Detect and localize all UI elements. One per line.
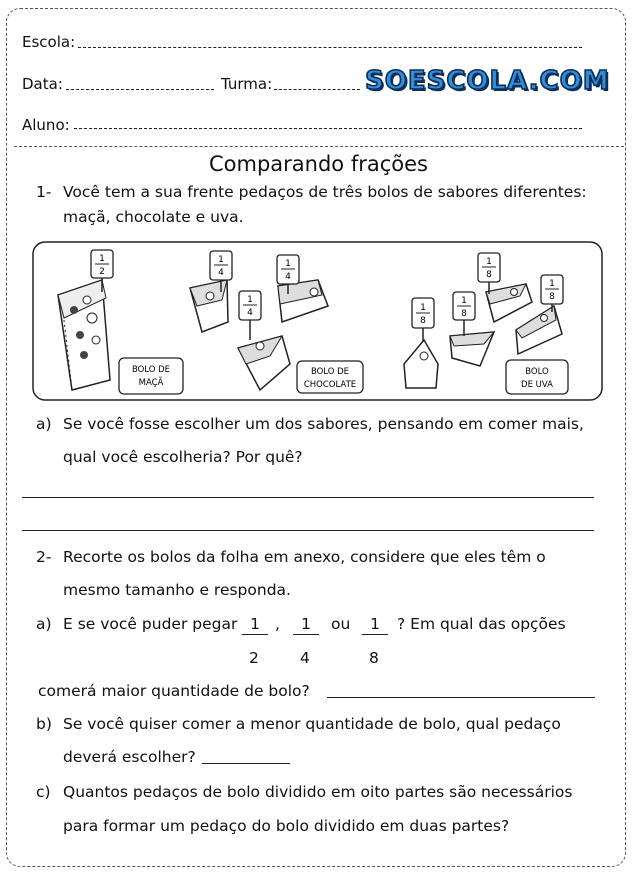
grape-cake-slice-3	[486, 284, 532, 322]
flag-choc-b-den: 4	[285, 272, 291, 282]
question-2a-lead: E se você puder pegar	[63, 615, 238, 633]
question-1a-letter: a)	[36, 415, 52, 433]
fraction-flag-chocolate-3	[239, 291, 261, 340]
question-2c-letter: c)	[36, 783, 51, 801]
chocolate-cake-slice-2	[278, 280, 328, 322]
question-2-text-line2: mesmo tamanho e responda.	[63, 581, 291, 599]
chocolate-cake-slice-1	[190, 280, 228, 332]
grape-cake-slice-4	[516, 306, 562, 354]
question-1-text-line1: Você tem a sua frente pedaços de três bolos de sabores diferentes:	[63, 183, 587, 201]
label-chocolate-cake	[297, 361, 363, 393]
header-separator	[14, 146, 624, 147]
page-title: Comparando frações	[209, 152, 428, 176]
label-choc-line1: BOLO DE	[310, 367, 350, 377]
fraction-flag-grape-4	[541, 275, 563, 312]
chocolate-cake-slice-3	[238, 336, 290, 390]
question-2a-or: ou	[331, 615, 351, 633]
fraction-half	[242, 615, 268, 635]
fraction-quarter-den: 4	[300, 649, 310, 667]
question-2-text-line1: Recorte os bolos da folha em anexo, considere que eles têm o	[63, 548, 546, 566]
fraction-flag-grape-1	[412, 298, 434, 342]
answer-line-2a[interactable]	[327, 697, 595, 698]
question-2a-line2: comerá maior quantidade de bolo?	[38, 682, 310, 700]
school-field[interactable]	[78, 47, 582, 48]
label-apple-line1: BOLO DE	[131, 365, 171, 375]
label-grape-cake	[506, 360, 568, 394]
flag-grape-c-den: 8	[486, 270, 492, 280]
fraction-quarter-num: 1	[293, 615, 319, 635]
question-2-number: 2-	[36, 548, 52, 566]
flag-apple-num: 1	[99, 254, 105, 264]
question-2a-comma: ,	[275, 615, 280, 633]
question-2c-text-line1: Quantos pedaços de bolo dividido em oito partes são necessários	[63, 783, 573, 801]
grape-cake-slice-2	[450, 332, 494, 366]
flag-grape-a-num: 1	[420, 303, 426, 313]
fraction-eighth	[362, 615, 388, 635]
flag-grape-b-num: 1	[461, 296, 467, 306]
answer-line-2b[interactable]	[202, 763, 290, 764]
flag-grape-d-den: 8	[549, 292, 555, 302]
student-field[interactable]	[74, 128, 582, 129]
flag-choc-a-den: 4	[218, 268, 224, 278]
fraction-flag-grape-2	[453, 292, 475, 336]
label-choc-line2: CHOCOLATE	[303, 380, 357, 390]
flag-choc-a-num: 1	[218, 255, 224, 265]
fraction-quarter	[293, 615, 319, 635]
cakes-illustration	[32, 240, 604, 402]
date-field[interactable]	[66, 89, 214, 90]
question-2a-tail: ? Em qual das opções	[397, 615, 566, 633]
date-label: Data:	[22, 75, 63, 93]
label-apple-cake	[119, 358, 183, 394]
question-2b-letter: b)	[36, 715, 52, 733]
question-1-text-line2: maçã, chocolate e uva.	[63, 208, 244, 226]
question-2b-text-line1: Se você quiser comer a menor quantidade de bolo, qual pedaço	[63, 715, 561, 733]
apple-cake-slice	[58, 280, 110, 390]
question-1-number: 1-	[36, 183, 52, 201]
label-grape-line2: DE UVA	[521, 380, 553, 390]
question-2a-letter: a)	[36, 615, 52, 633]
fraction-half-num: 1	[242, 615, 268, 635]
soescola-logo: SOESCOLA.COM	[365, 66, 610, 96]
fraction-half-den: 2	[249, 649, 259, 667]
class-label: Turma:	[221, 75, 273, 93]
flag-choc-c-num: 1	[247, 295, 253, 305]
flag-grape-d-num: 1	[549, 279, 555, 289]
worksheet-border	[6, 8, 626, 867]
fraction-flag-grape-3	[478, 253, 500, 294]
flag-choc-c-den: 4	[247, 308, 253, 318]
answer-line-1a-2[interactable]	[22, 530, 594, 531]
grape-cake-slice-1	[404, 340, 438, 388]
fraction-eighth-num: 1	[362, 615, 388, 635]
label-apple-line2: MAÇÃ	[138, 378, 164, 388]
fraction-eighth-den: 8	[369, 649, 379, 667]
student-label: Aluno:	[22, 116, 70, 134]
school-label: Escola:	[22, 33, 76, 51]
flag-choc-b-num: 1	[285, 259, 291, 269]
question-2b-text-line2: deverá escolher?	[63, 748, 196, 766]
question-2c-text-line2: para formar um pedaço do bolo dividido em duas partes?	[63, 817, 510, 835]
flag-grape-a-den: 8	[420, 316, 426, 326]
flag-grape-b-den: 8	[461, 309, 467, 319]
class-field[interactable]	[274, 89, 360, 90]
label-grape-line1: BOLO	[525, 367, 549, 377]
flag-grape-c-num: 1	[486, 257, 492, 267]
question-1a-text-line2: qual você escolheria? Por quê?	[63, 448, 303, 466]
question-1a-text-line1: Se você fosse escolher um dos sabores, pensando em comer mais,	[63, 415, 584, 433]
answer-line-1a-1[interactable]	[22, 497, 594, 498]
flag-apple-den: 2	[99, 267, 105, 277]
